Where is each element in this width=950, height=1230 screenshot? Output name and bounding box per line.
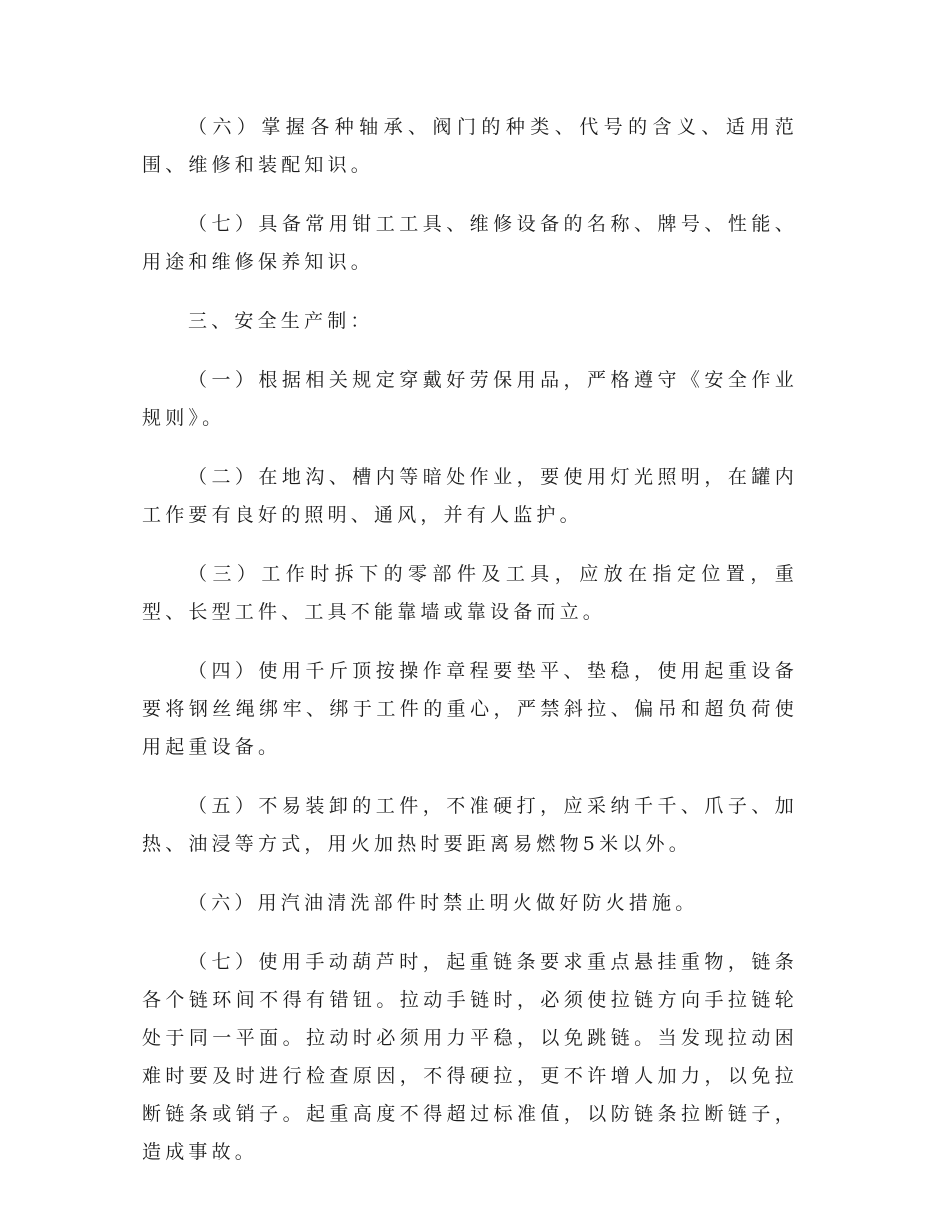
paragraph-fitter-tools-knowledge: （七）具备常用钳工工具、维修设备的名称、牌号、性能、用途和维修保养知识。 [142, 213, 798, 273]
paragraph-protective-equipment: （一）根据相关规定穿戴好劳保用品，严格遵守《安全作业规则》。 [142, 369, 798, 429]
section-heading-safety: 三、安全生产制： [188, 310, 374, 332]
paragraph-difficult-parts: （五）不易装卸的工件，不准硬打，应采纳千千、爪子、加热、油浸等方式，用火加热时要距离易燃物5米以外。 [142, 795, 798, 855]
paragraph-dark-area-lighting: （二）在地沟、槽内等暗处作业，要使用灯光照明，在罐内工作要有良好的照明、通风，并有人监护。 [142, 466, 798, 526]
paragraph-parts-placement: （三）工作时拆下的零部件及工具，应放在指定位置，重型、长型工件、工具不能靠墙或靠设备而立。 [142, 563, 798, 623]
paragraph-chain-hoist: （七）使用手动葫芦时，起重链条要求重点悬挂重物，链条各个链环间不得有错钮。拉动手链时，必须使拉链方向手拉链轮处于同一平面。拉动时必须用力平稳，以免跳链。当发现拉动困难时要及时进行检查原因，不得硬拉，更不许增人加力，以免拉断链条或销子。起重高度不得超过标准值，以防链条拉断链子，造成事故。 [142, 951, 798, 1163]
paragraph-gasoline-cleaning: （六）用汽油清洗部件时禁止明火做好防火措施。 [188, 892, 699, 914]
paragraph-bearing-valve-knowledge: （六）掌握各种轴承、阀门的种类、代号的含义、适用范围、维修和装配知识。 [142, 116, 798, 176]
document-page [142, 108, 798, 1192]
paragraph-jack-lifting: （四）使用千斤顶按操作章程要垫平、垫稳，使用起重设备要将钢丝绳绑牢、绑于工件的重心，严禁斜拉、偏吊和超负荷使用起重设备。 [142, 660, 798, 758]
